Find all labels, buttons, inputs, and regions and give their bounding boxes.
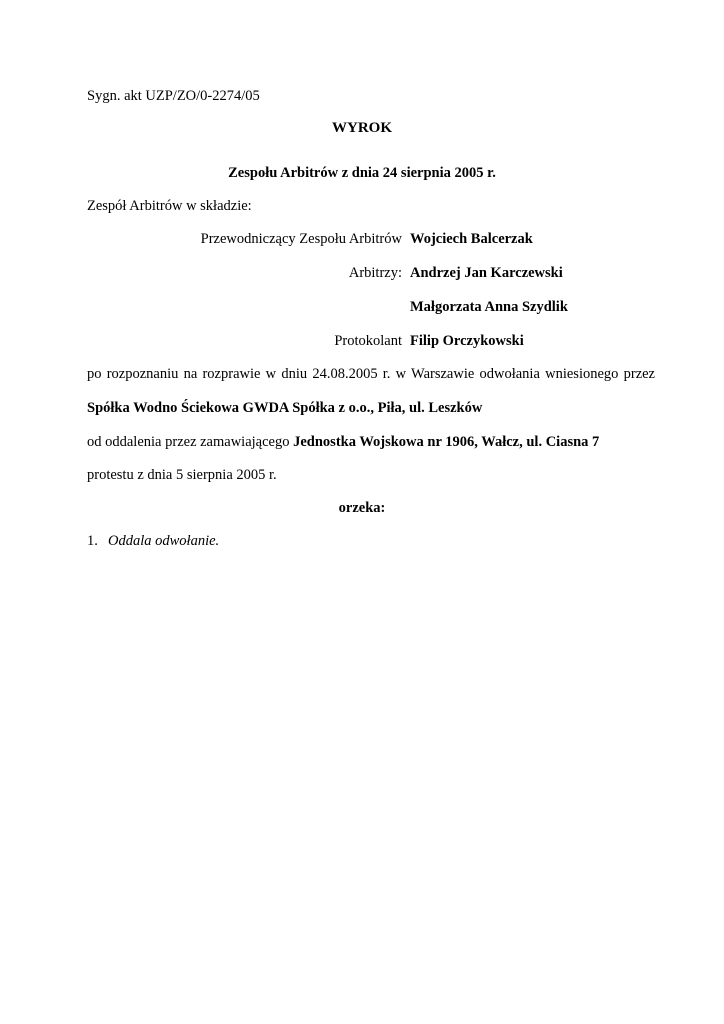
panel-intro: Zespół Arbitrów w składzie: [87,198,252,214]
contracting-authority: Jednostka Wojskowa nr 1906, Wałcz, ul. Ciasna 7 [293,434,600,450]
composition-row-clerk [0,332,724,350]
composition-row-arbiter-2 [0,298,724,316]
ruling-item-number: 1. [87,533,98,549]
rejection-line [87,433,599,451]
ruling-item-text: Oddala odwołanie. [108,533,220,549]
composition-role: Protokolant [334,333,402,349]
composition-name: Wojciech Balcerzak [410,231,533,247]
document-subtitle: Zespołu Arbitrów z dnia 24 sierpnia 2005 r. [228,165,496,181]
composition-name: Filip Orczykowski [410,333,524,349]
composition-role: Przewodniczący Zespołu Arbitrów [200,231,402,247]
composition-role: Arbitrzy: [348,265,402,281]
hearing-paragraph: po rozpoznaniu na rozprawie w dniu 24.08.2005 r. w Warszawie odwołania wniesionego przez [87,366,655,382]
composition-row-chairman [0,230,724,248]
document-title: WYROK [332,120,392,136]
appellant-name: Spółka Wodno Ściekowa GWDA Spółka z o.o., Piła, ul. Leszków [87,400,483,416]
composition-name: Małgorzata Anna Szydlik [410,299,568,315]
ruling-heading: orzeka: [338,500,386,516]
rejection-prefix: od oddalenia przez zamawiającego [87,434,290,450]
composition-row-arbiter-1 [0,264,724,282]
case-reference: Sygn. akt UZP/ZO/0-2274/05 [87,88,260,104]
composition-name: Andrzej Jan Karczewski [410,265,563,281]
protest-line: protestu z dnia 5 sierpnia 2005 r. [87,467,277,483]
